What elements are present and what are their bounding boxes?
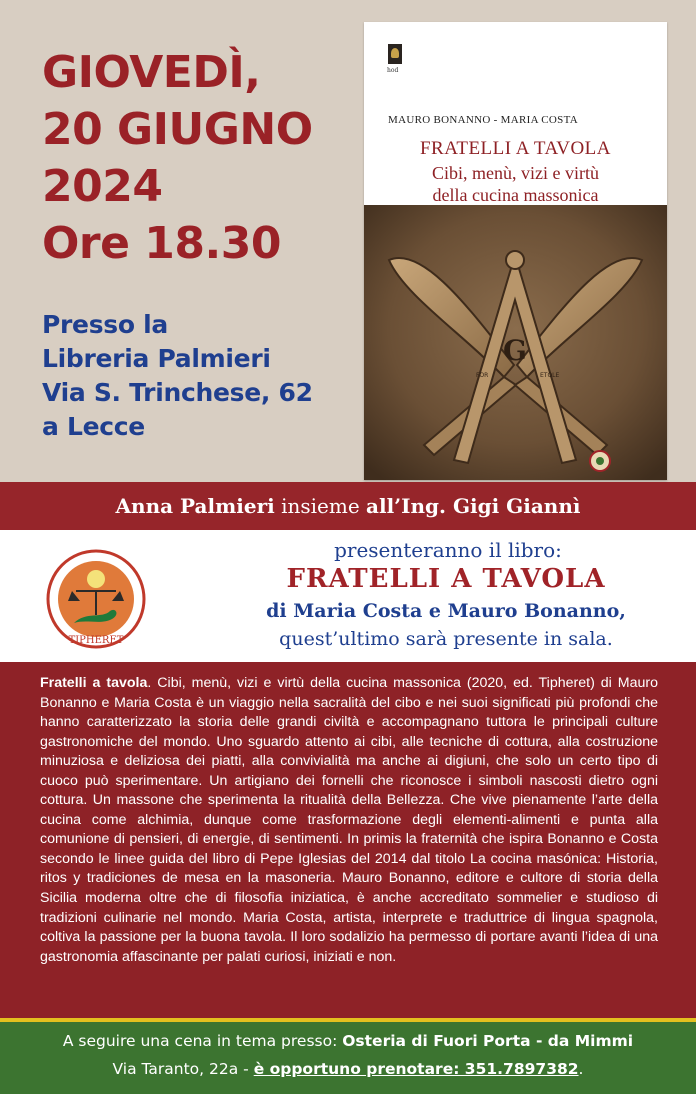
book-cover-subtitle	[364, 162, 667, 206]
description-text: . Cibi, menù, vizi e virtù della cucina massonica (2020, ed. Tipheret) di Mauro Bonanno e Maria Costa è un viaggio nella sacralità del cibo e nei suoi significati più profondi che hanno caratterizzato la storia delle grandi civiltà e accompagnano tuttora le principali culture gastronomiche del mondo. Uno sguardo attento ai cibi, alle tecniche di cottura, alla costruzione minuziosa e deliziosa dei piatti, alla convivialità ma anche ai digiuni, che solo un certo tipo di cuoco può sperimentare. Un artigiano dei fornelli che riconosce i simboli nascosti dietro ogni cottura. Un massone che sperimenta la ritualità della Bellezza. Che vive pienamente l’arte della cucina come alchimia, dunque come trasformazione degli elementi-alimenti e punta alla comunione di pensieri, di energie, di sentimenti. In primis la fraternità che ispira Bonanno e Costa secondo le linee guida del libro di Pepe Iglesias del 2014 dal titolo La cocina masónica: Historia, ritos y tradiciones de mesa en la masoneria. Mauro Bonanno, editore e cultore di storia della Sicilia moderna oltre che di filosofia iniziatica, è anche accreditato sommelier e studioso di tradizioni culinarie nel mondo. Maria Costa, artista, interprete e traduttrice di lingua spagnola, coltiva la passione per la buona tavola. Il loro sodalizio ha permesso di portare avanti l’idea di una gastronomia affascinante per palati curiosi, iniziati e non.	[40, 675, 658, 965]
header-section	[0, 0, 696, 482]
presentation-section	[0, 530, 696, 662]
date-line-weekday: GIOVEDÌ,	[42, 47, 261, 98]
book-cover-subtitle-line-2: della cucina massonica	[432, 185, 599, 205]
square-compass-knives-emblem-icon	[364, 205, 667, 480]
date-line-day: 20 GIUGNO	[42, 104, 313, 155]
emblem-letter: G	[503, 334, 527, 367]
footer-stripe	[0, 1018, 696, 1022]
place-line-3: Via S. Trinchese, 62	[42, 378, 313, 407]
presenter-name-2: all’Ing. Gigi Giannì	[366, 494, 581, 518]
footer-booking-line	[0, 1060, 696, 1078]
footer-booking-suffix: .	[578, 1060, 584, 1078]
place-line-1: Presso la	[42, 310, 168, 339]
place-line-4: a Lecce	[42, 412, 145, 441]
book-cover-subtitle-line-1: Cibi, menù, vizi e virtù	[432, 163, 599, 183]
presentation-book-title: FRATELLI A TAVOLA	[286, 564, 606, 594]
publisher-mark: hod	[387, 67, 399, 74]
footer-address: Via Taranto, 22a -	[112, 1060, 254, 1078]
presentation-note: quest’ultimo sarà presente in sala.	[279, 628, 613, 650]
date-line-time: Ore 18.30	[42, 218, 281, 269]
description-paragraph	[40, 674, 658, 967]
date-line-year: 2024	[42, 161, 163, 212]
presenter-name-1: Anna Palmieri	[115, 494, 275, 518]
seal-text: TIPHERET	[68, 635, 124, 646]
presenters-connector: insieme	[274, 494, 367, 518]
place-line-2: Libreria Palmieri	[42, 344, 271, 373]
footer-venue: Osteria di Fuori Porta - da Mimmi	[342, 1032, 634, 1050]
description-lead: Fratelli a tavola	[40, 675, 148, 691]
tipheret-seal-icon	[46, 549, 146, 649]
footer-booking-phone[interactable]: è opportuno prenotare: 351.7897382	[253, 1060, 579, 1078]
description-section	[0, 662, 696, 1018]
event-place	[42, 308, 313, 444]
book-cover-authors: MAURO BONANNO - MARIA COSTA	[388, 114, 578, 126]
book-cover	[364, 22, 667, 480]
book-cover-title: FRATELLI A TAVOLA	[419, 138, 611, 159]
footer-dinner-line	[0, 1032, 696, 1050]
knife-mark-right: ETOLE	[540, 372, 560, 379]
presentation-intro: presenteranno il libro:	[334, 538, 562, 562]
footer-dinner-prefix: A seguire una cena in tema presso:	[62, 1032, 343, 1050]
publisher-logo-icon	[388, 44, 402, 64]
presentation-authors: di Maria Costa e Mauro Bonanno,	[266, 600, 626, 622]
footer-section	[0, 1018, 696, 1094]
event-date	[42, 44, 313, 272]
presenters-band	[0, 482, 696, 530]
knife-mark-left: FOR	[476, 372, 489, 379]
